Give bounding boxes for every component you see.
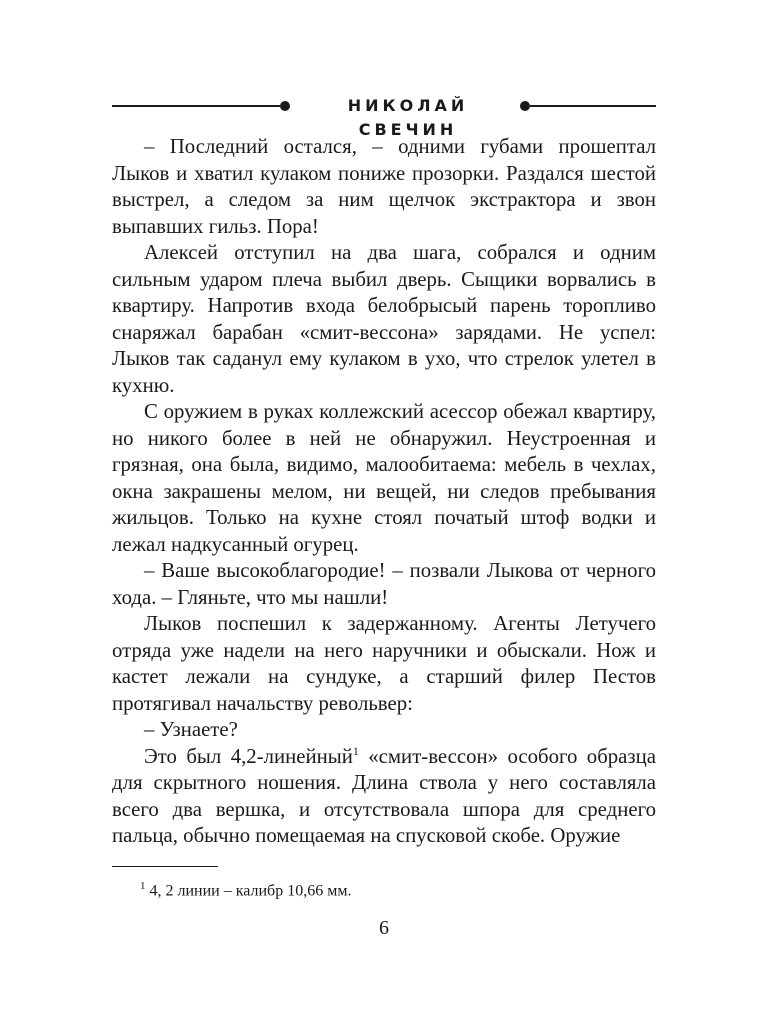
main-text: [112, 134, 656, 850]
header-rule-right: [530, 105, 656, 107]
paragraph: С оружием в руках коллежский асессор обежал квартиру, но никого более в ней не обнаружил. Неустроенная и грязная, она была, видимо, малообитаема: мебель в чехлах, окна закрашены мелом, ни вещей, ни следов пребывания жильцов. Только на кухне стоял початый штоф водки и лежал надкусанный огурец.: [112, 400, 656, 556]
paragraph-with-footnote: [112, 744, 656, 850]
paragraph-text-end: «смит-вессон» особого образца для скрытного ношения. Длина ствола у него составляла всего два вершка, и отсутствовала шпора для среднего пальца, обычно помещаемая на спусковой скобе. Оружие: [112, 744, 656, 847]
running-header: [112, 94, 656, 139]
paragraph-text-start: Это был 4,2-линейный: [144, 744, 353, 768]
page-number: 6: [379, 917, 389, 939]
author-name: НИКОЛАЙ СВЕЧИН: [347, 96, 469, 139]
paragraph: Алексей отступил на два шага, собрался и одним сильным ударом плеча выбил дверь. Сыщики ворвались в квартиру. Напротив входа белобрысый парень торопливо снаряжал барабан «смит-вессона» зарядами. Не успел: Лыков так саданул ему кулаком в ухо, что стрелок улетел в кухню.: [112, 241, 656, 397]
footnote-mark: 1: [140, 880, 146, 892]
header-rule-left: [112, 105, 280, 107]
footnote: [140, 876, 351, 901]
header-dot-left: [280, 101, 290, 111]
footnote-text: 4, 2 линии – калибр 10,66 мм.: [149, 882, 352, 900]
paragraph: – Узнаете?: [144, 718, 238, 741]
header-dot-right: [520, 101, 530, 111]
paragraph: – Ваше высокоблагородие! – позвали Лыкова от черного хода. – Гляньте, что мы нашли!: [112, 559, 656, 609]
footnote-divider: [112, 866, 218, 867]
paragraph: – Последний остался, – одними губами прошептал Лыков и хватил кулаком пониже прозорки. Раздался шестой выстрел, а следом за ним щелчок экстрактора и звон выпавших гильз. Пора!: [112, 135, 656, 238]
paragraph: Лыков поспешил к задержанному. Агенты Летучего отряда уже надели на него наручники и обыскали. Нож и кастет лежали на сундуке, а старший филер Пестов протягивал начальству револьвер:: [112, 612, 656, 715]
footnote-reference[interactable]: 1: [352, 743, 359, 758]
